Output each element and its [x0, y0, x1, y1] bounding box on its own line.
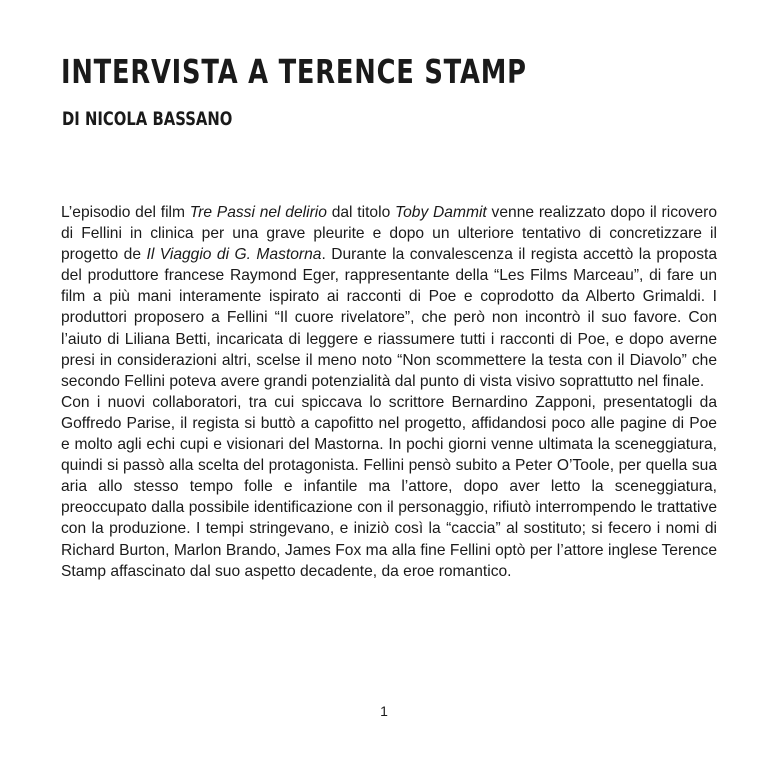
text-run: dal titolo — [326, 204, 396, 221]
text-run: . Durante la convalescenza il regista accettò la proposta del produttore francese Raymond Eger, rappresentante della “Les Films Marceau”, di fare un film a più mani interamente ispirato ai racconti di Poe e coprodotto da Alberto Grimaldi. I produttori proposero a Fellini “Il cuore rivelatore”, che però non incontrò il suo favore. Con l’aiuto di Liliana Betti, incaricata di leggere e riassumere tutti i racconti di Poe, e dopo averne presi in considerazioni altri, scelse il meno noto “Non scommettere la testa con il Diavolo” che secondo Fellini poteva avere grandi potenzialità dal punto di vista visivo soprattutto nel finale. — [61, 246, 718, 390]
text-run: venne realizzato dopo il ricovero di Fellini in clinica per una grave pleurite e dopo un ulteriore tentativo di concretizzare il progetto de — [61, 204, 717, 264]
body-paragraph — [61, 202, 717, 392]
text-run: L’episodio del film — [61, 204, 190, 221]
page-title: INTERVISTA A TERENCE STAMP — [61, 52, 527, 91]
film-title-italic: Il Viaggio di G. Mastorna — [146, 246, 322, 264]
article-body — [61, 202, 717, 582]
body-paragraph — [61, 392, 717, 582]
page-number: 1 — [380, 703, 388, 719]
text-run: Con i nuovi collaboratori, tra cui spiccava lo scrittore Bernardino Zapponi, presentatogli da Goffredo Parise, il regista si buttò a capofitto nel progetto, affidandosi poco alle pagine di Poe e molto agli echi cupi e visionari del Mastorna. In pochi giorni venne ultimata la sceneggiatura, quindi si passò alla scelta del protagonista. Fellini pensò subito a Peter O’Toole, per quella sua aria allo stesso tempo folle e infantile ma l’attore, dopo aver letto la sceneggiatura, preoccupato dalla possibile identificazione con il personaggio, rifiutò interrompendo le trattative con la produzione. I tempi stringevano, e iniziò così la “caccia” al sostituto; si fecero i nomi di Richard Burton, Marlon Brando, James Fox ma alla fine Fellini optò per l’attore inglese Terence Stamp affascinato dal suo aspetto decadente, da eroe romantico. — [61, 393, 717, 580]
film-title-italic: Toby Dammit — [395, 204, 487, 221]
author-byline: DI NICOLA BASSANO — [62, 108, 233, 130]
film-title-italic: Tre Passi nel delirio — [189, 204, 327, 221]
